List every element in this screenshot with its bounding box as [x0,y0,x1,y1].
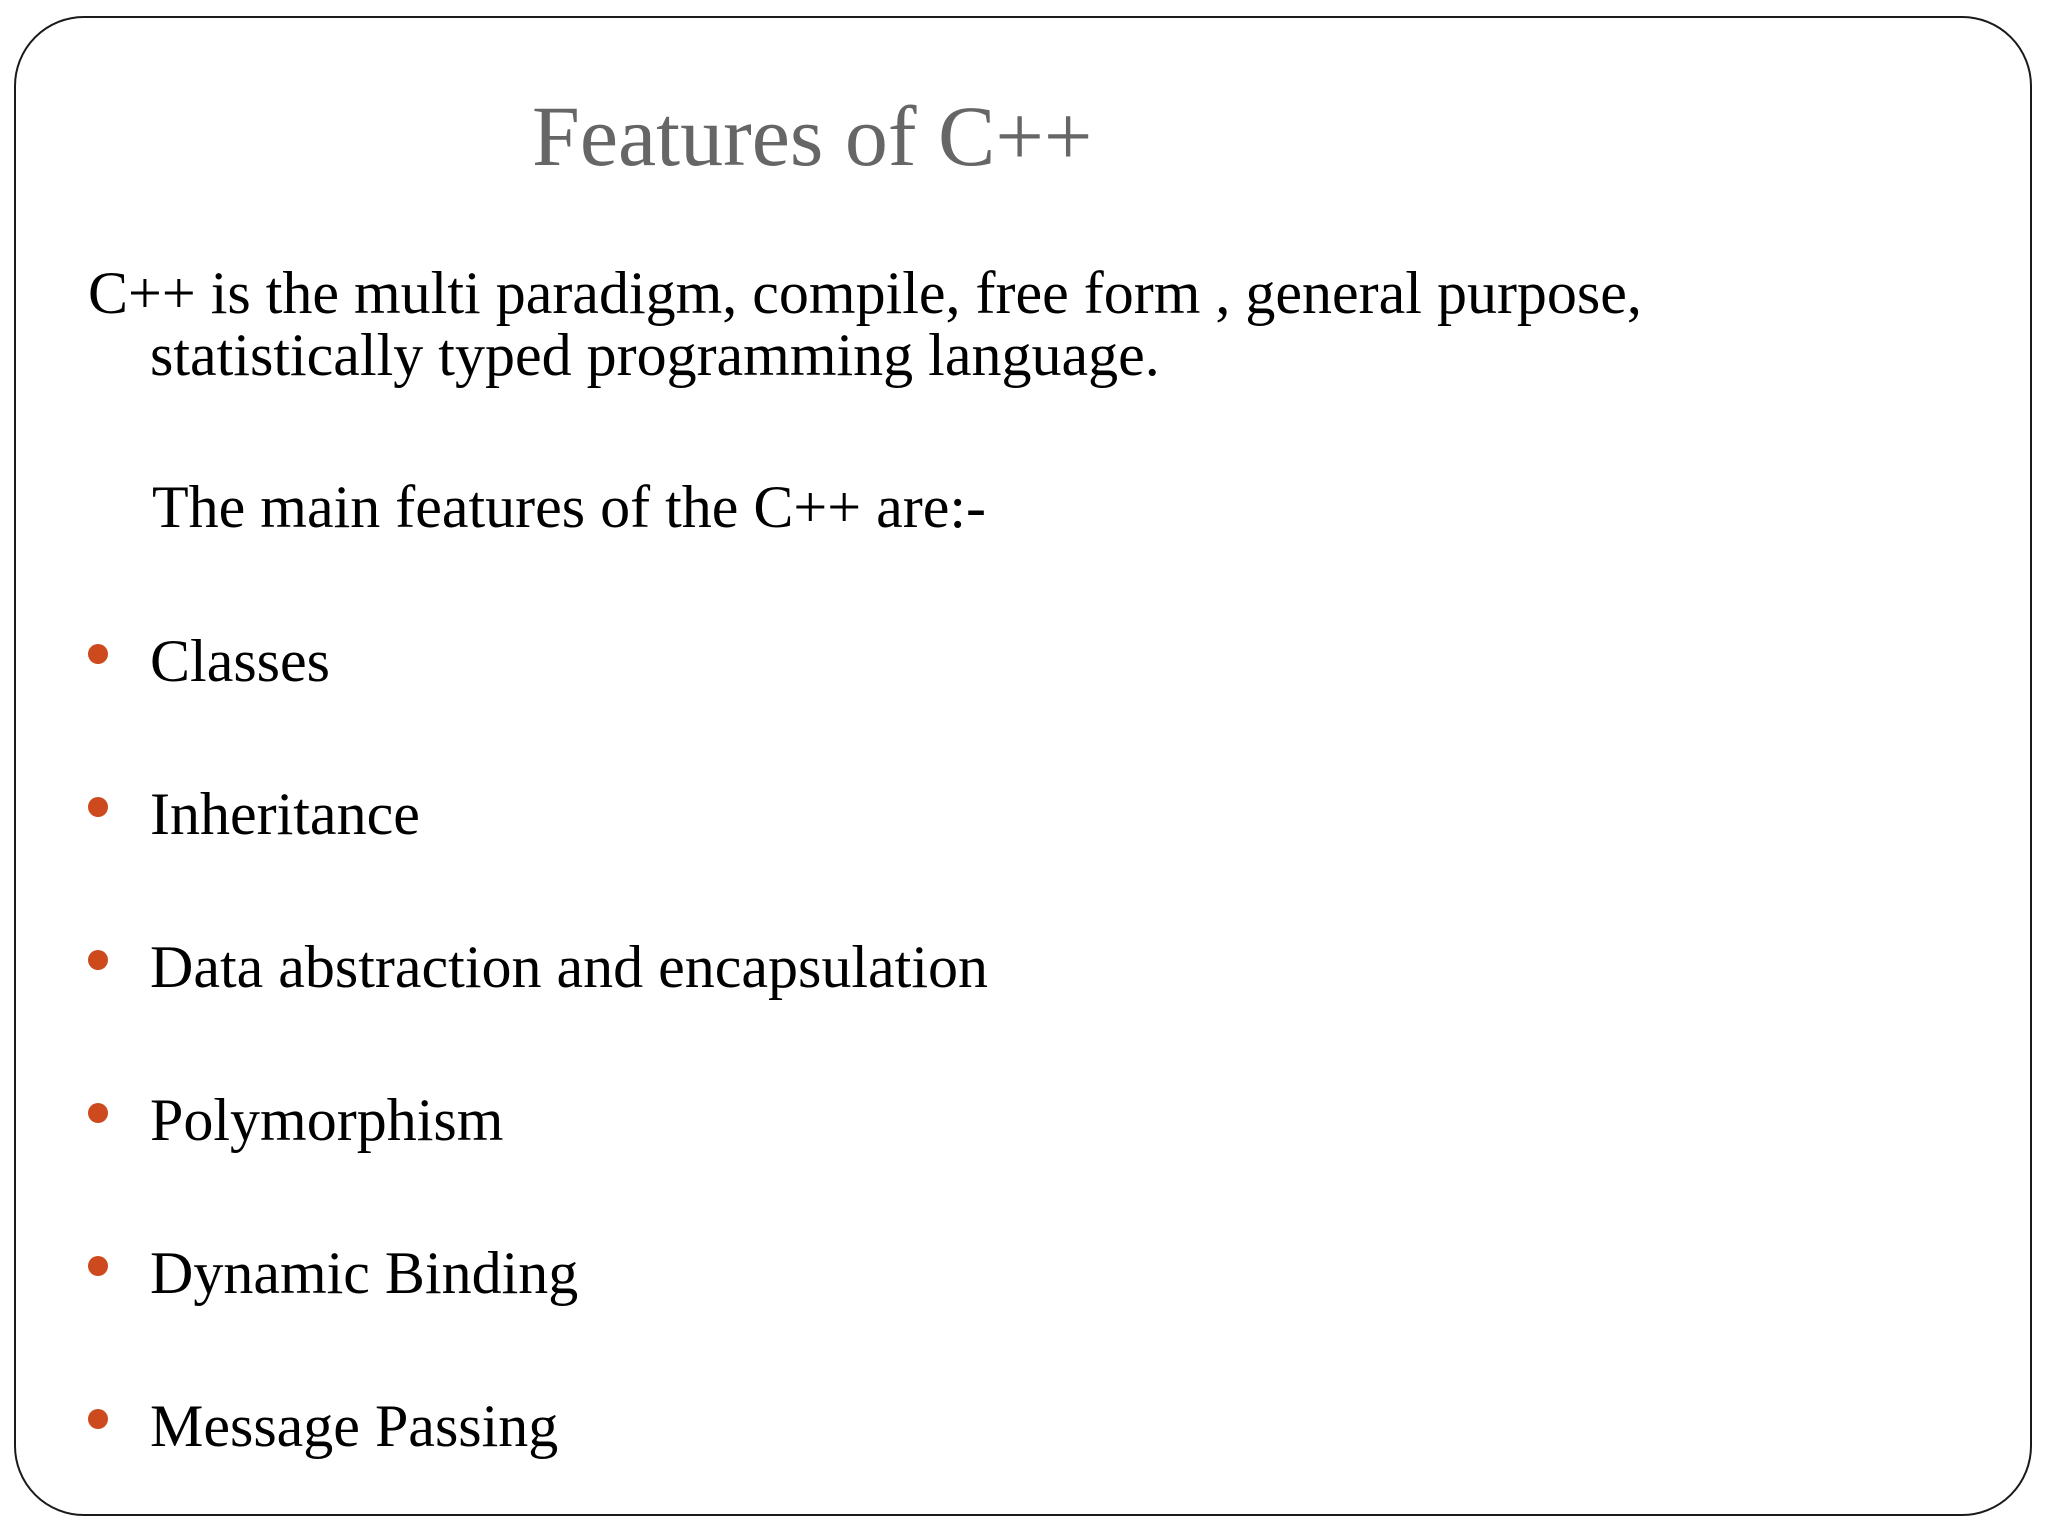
bullet-dot-icon [88,644,108,664]
feature-item-dynamic-binding [88,1238,578,1308]
bullet-dot-icon [88,1256,108,1276]
feature-item-classes [88,626,330,696]
bullet-dot-icon [88,797,108,817]
feature-label: Inheritance [150,781,420,847]
feature-item-data-abstraction [88,932,988,1002]
feature-item-polymorphism [88,1085,503,1155]
feature-item-inheritance [88,779,420,849]
intro-paragraph [88,262,1968,386]
feature-item-message-passing [88,1391,558,1461]
slide-title: Features of C++ [532,88,1093,184]
bullet-dot-icon [88,1103,108,1123]
feature-label: Classes [150,628,330,694]
features-subheading: The main features of the C++ are:- [152,474,986,540]
feature-label: Data abstraction and encapsulation [150,934,989,1000]
bullet-dot-icon [88,950,108,970]
feature-label: Polymorphism [150,1087,504,1153]
intro-line-1: C++ is the multi paradigm, compile, free form , general purpose, [88,260,1642,326]
intro-line-2: statistically typed programming language. [150,322,1160,388]
feature-label: Message Passing [150,1393,559,1459]
feature-label: Dynamic Binding [150,1240,579,1306]
bullet-dot-icon [88,1409,108,1429]
